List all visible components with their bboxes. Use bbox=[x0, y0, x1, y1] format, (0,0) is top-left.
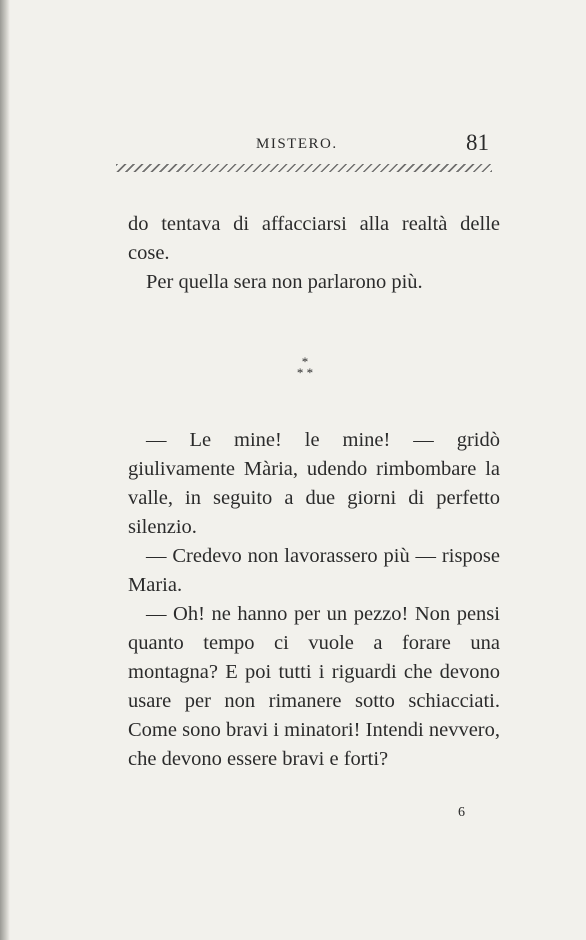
paragraph: Per quella sera non parlarono più. bbox=[146, 271, 423, 293]
paragraph: — Credevo non lavorassero più — rispose Maria. bbox=[128, 545, 500, 596]
asterism-top: * bbox=[301, 354, 309, 369]
signature-mark: 6 bbox=[458, 805, 465, 820]
running-title: MISTERO. bbox=[256, 136, 338, 152]
ornamental-rule bbox=[116, 164, 492, 172]
running-head bbox=[0, 130, 586, 160]
paragraph: — Le mine! le mine! — gridò giulivamente Mària, udendo rimbombare la valle, in seguito a due giorni di perfetto silenzio. bbox=[128, 429, 500, 538]
text-section-1 bbox=[128, 210, 500, 297]
asterism-bottom: * * bbox=[296, 365, 314, 380]
paragraph: do tentava di affacciarsi alla realtà delle cose. bbox=[128, 213, 500, 264]
page-number: 81 bbox=[466, 130, 489, 155]
paragraph: — Oh! ne hanno per un pezzo! Non pensi quanto tempo ci vuole a forare una montagna? E poi tutti i riguardi che devono usare per non rimanere sotto schiacciati. Come sono bravi i minatori! Intendi nevvero, che devono essere bravi e forti? bbox=[128, 603, 500, 770]
asterism-separator bbox=[280, 356, 330, 378]
text-section-2 bbox=[128, 426, 500, 774]
